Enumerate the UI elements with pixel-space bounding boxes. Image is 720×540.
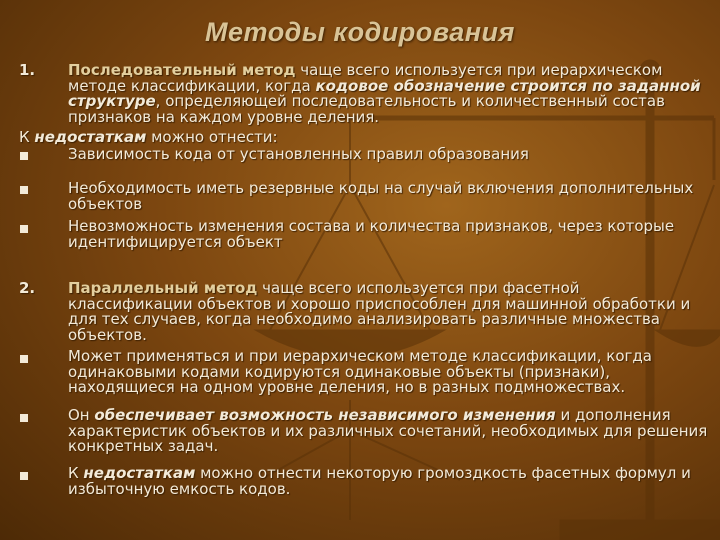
bullet-icon <box>20 414 28 422</box>
section-1-bullet-2: Необходимость иметь резервные коды на случай включения дополнительных объектов <box>68 179 694 213</box>
drawbacks-emphasis: недостаткам <box>34 128 147 146</box>
section-1-text-b: , определяющей последовательность и количественный состав признаков на каждом уровне деления. <box>68 92 665 127</box>
section-1-text-a: чаще всего используется при иерархическом методе классификации, когда <box>68 61 663 95</box>
section-2-bullet-2 <box>68 408 708 455</box>
section-1-bullet-1: Зависимость кода от установленных правил образования <box>68 145 529 163</box>
section-2-term: Параллельный метод <box>68 279 258 297</box>
drawbacks-suffix: можно отнести: <box>146 128 278 146</box>
bullet-3-emphasis: недостаткам <box>83 464 196 482</box>
section-1-bullet-3: Невозможность изменения состава и количества признаков, через которые идентифицируется объект <box>68 217 675 251</box>
bullet-2-prefix: Он <box>68 406 95 424</box>
bullet-3-suffix: можно отнести некоторую громоздкость фасетных формул и избыточную емкость кодов. <box>68 464 691 498</box>
section-1-term: Последовательный метод <box>68 61 296 79</box>
bullet-icon <box>20 225 28 233</box>
section-2-paragraph <box>68 281 708 344</box>
drawbacks-prefix: К <box>19 128 35 146</box>
section-1-paragraph <box>68 63 708 126</box>
section-1-emphasis: кодовое обозначение строится по заданной структуре <box>68 76 701 111</box>
section-2-number: 2. <box>19 279 36 297</box>
section-2-bullet-1: Может применяться и при иерархическом методе классификации, когда одинаковыми кодами кодируются одинаковые объекты (признаки), находящиеся на одном уровне деления, но в разных подмножествах. <box>68 347 652 397</box>
bullet-icon <box>20 355 28 363</box>
bullet-icon <box>20 472 28 480</box>
bullet-icon <box>20 152 28 160</box>
bullet-icon <box>20 186 28 194</box>
section-2-bullet-3 <box>68 466 708 497</box>
bullet-2-emphasis: обеспечивает возможность независимого изменения <box>94 406 556 424</box>
bullet-2-suffix: и дополнения характеристик объектов и их различных сочетаний, необходимых для решения конкретных задач. <box>68 406 708 456</box>
section-2-text: чаще всего используется при фасетной классификации объектов и хорошо приспособлен для машинной обработки и для тех случаев, когда необходимо анализировать различные множества объектов. <box>68 279 691 345</box>
section-1-number: 1. <box>19 61 36 79</box>
section-1-drawbacks-label <box>19 130 709 146</box>
bullet-3-prefix: К <box>68 464 84 482</box>
page-title: Методы кодирования <box>205 17 515 47</box>
